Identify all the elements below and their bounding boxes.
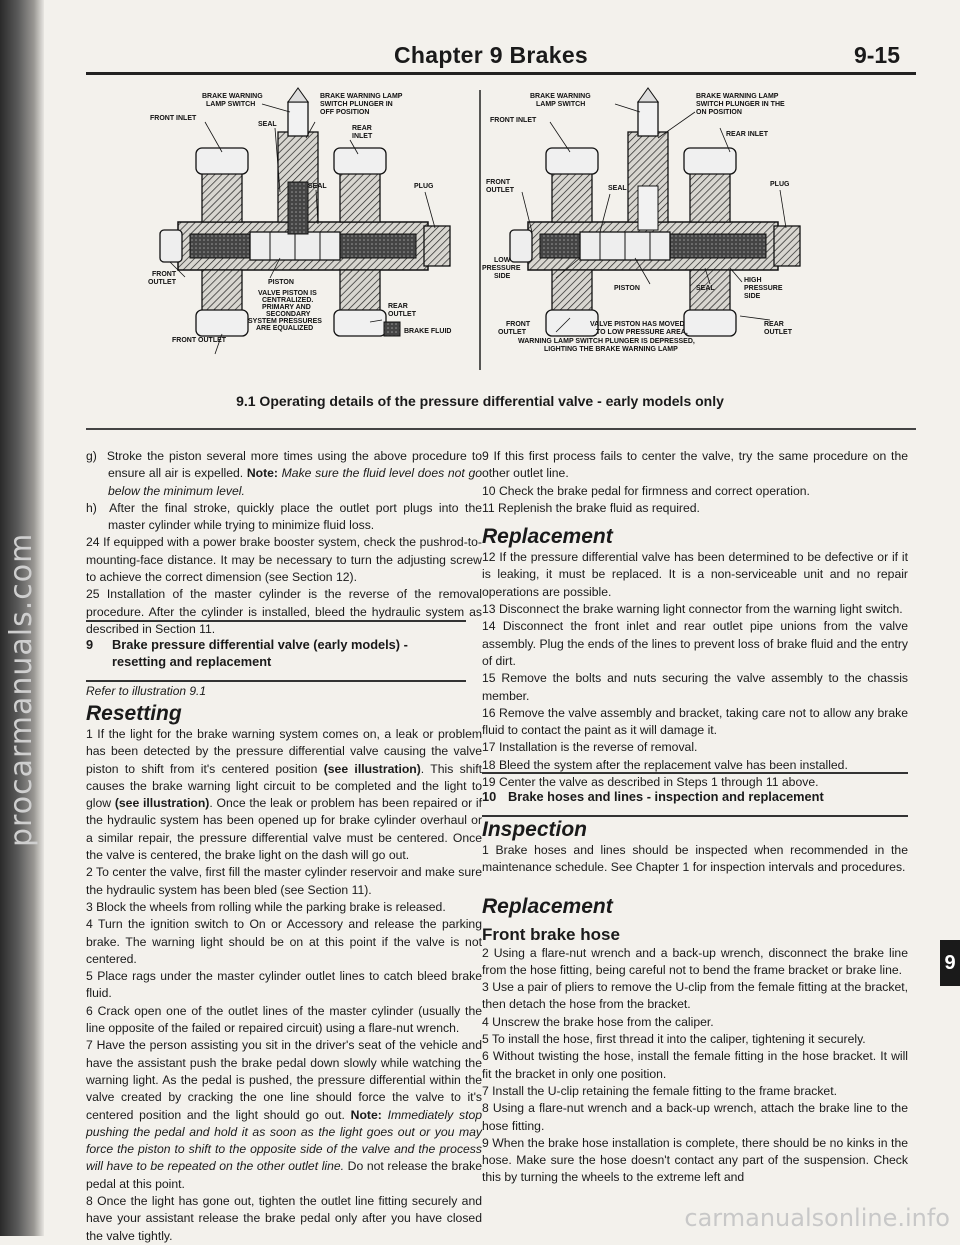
step-g: g) Stroke the piston several more times using the above procedure to ensure all air is expelled. Note: Make sure the fluid level does not go below the minimum level.: [86, 449, 482, 498]
chapter-title: Chapter 9 Brakes: [394, 42, 588, 68]
paragraph-6: 6 Crack open one of the outlet lines of the master cylinder (usually the line opposite of the failed or repaired circuit) using a flare-nut wrench.: [86, 1003, 482, 1036]
fig-left-rear-inlet: REAR INLET: [352, 125, 373, 140]
hose-paragraph-3: 3 Use a pair of pliers to remove the U-clip from the female fitting at the bracket, then detach the hose from the bracket.: [482, 980, 908, 1012]
fig-right-lamp-switch: BRAKE WARNING LAMP SWITCH: [530, 93, 591, 108]
fig-left-front-outlet: FRONT OUTLET: [148, 271, 177, 286]
paragraph-14: 14 Disconnect the front inlet and rear outlet pipe unions from the valve assembly. Plug the ends of the lines to prevent loss of brake fluid and the entry of dirt.: [482, 619, 908, 668]
left-column-resetting: [86, 702, 482, 1245]
inspection-paragraph-1: 1 Brake hoses and lines should be inspected when recommended in the maintenance schedule. See Chapter 1 for inspection intervals and procedures.: [482, 843, 908, 875]
paragraph-9: 9 If this first process fails to center the valve, try the same procedure on the other outlet line.: [482, 449, 908, 481]
paragraph-2: 2 To center the valve, first fill the master cylinder reservoir and make sure the hydraulic system has been bled (see Section 11).: [86, 865, 482, 897]
heading-front-brake-hose: Front brake hose: [482, 924, 620, 944]
paragraph-11: 11 Replenish the brake fluid as required.: [482, 500, 700, 515]
fig-left-front-inlet: FRONT INLET: [150, 115, 197, 122]
fig-left-front-outlet-bottom: FRONT OUTLET: [172, 337, 227, 344]
paragraph-1: 1 If the light for the brake warning system comes on, a leak or problem has been detected by the pressure differential valve causing the valve piston to shift from it's centered position (see illustration). This shift causes the brake warning light circuit to be completed and the light to glow (see illustration). Once the leak or problem has been repaired or if the hydraulic system has been opened up for brake cylinder overhaul or a similar repair, the pressure differential valve must be centered. Once the valve is centered, the brake light on the dash will go out.: [86, 727, 483, 863]
hose-paragraph-4: 4 Unscrew the brake hose from the caliper.: [482, 1014, 714, 1029]
section-9-heading: 9 Brake pressure differential valve (early models) - resetting and replacement: [86, 620, 466, 682]
fig-right-low-pressure: LOW PRESSURE SIDE: [482, 257, 521, 280]
left-column-top: [86, 448, 482, 638]
hose-paragraph-2: 2 Using a flare-nut wrench and a back-up wrench, disconnect the brake line from the hose fitting, being careful not to bend the frame bracket or brake line.: [482, 945, 908, 977]
figure-caption: 9.1 Operating details of the pressure differential valve - early models only: [236, 393, 724, 409]
fig-right-rear-outlet: REAR OUTLET: [764, 321, 792, 336]
paragraph-24: 24 If equipped with a power brake booster system, check the pushrod-to-mounting-face distance. It may be necessary to turn the adjusting screw to achieve the correct dimension (see Section 12).: [86, 535, 482, 585]
fig-right-front-outlet: FRONT OUTLET: [486, 179, 514, 194]
fig-left-plunger: BRAKE WARNING LAMP SWITCH PLUNGER IN OFF POSITION: [320, 93, 403, 116]
fig-right-rear-inlet: REAR INLET: [726, 131, 768, 138]
heading-resetting: Resetting: [86, 702, 182, 725]
chapter-thumb-tab: 9: [940, 940, 960, 986]
fig-left-lamp-switch: BRAKE WARNING LAMP SWITCH: [202, 93, 263, 108]
paragraph-7: 7 Have the person assisting you sit in the driver's seat of the vehicle and have the assistant push the brake pedal down slowly while watching the warning light. As the pedal is pushed, the pressure differential within the valve created by cracking the one line should force the valve to it's centered position and the light should go out. Note: Immediately stop pushing the pedal and hold it as soon as the light goes out or you may force the piston to shift to the opposite side of the valve and the process will have to be repeated on the other outlet line. Do not release the brake pedal at this point.: [86, 1038, 483, 1191]
page-number: 9-15: [853, 42, 900, 68]
fig-left-seal-top: SEAL: [258, 121, 277, 128]
fig-right-plunger: BRAKE WARNING LAMP SWITCH PLUNGER IN THE ON POSITION: [696, 93, 785, 116]
paragraph-12: 12 If the pressure differential valve has been determined to be defective or if it is leaking, it must be replaced. It is a non-serviceable unit and no repair operations are possible.: [482, 550, 908, 599]
paragraph-3: 3 Block the wheels from rolling while the parking brake is released.: [86, 899, 446, 914]
fig-right-high-pressure: HIGH PRESSURE SIDE: [744, 277, 783, 300]
paragraph-18: 18 Bleed the system after the replacement valve has been installed.: [482, 757, 848, 772]
paragraph-5: 5 Place rags under the master cylinder outlet lines to catch bleed brake fluid.: [86, 969, 482, 1001]
valve-diagram: [130, 82, 830, 382]
page-header: [86, 38, 916, 75]
step-h: h) After the final stroke, quickly place the outlet port plugs into the master cylinder while trying to minimize fluid loss.: [86, 500, 482, 533]
fig-left-piston: PISTON: [268, 279, 294, 286]
fig-right-seal-top: SEAL: [608, 185, 627, 192]
fig-right-plug: PLUG: [770, 181, 790, 188]
heading-replacement: Replacement: [482, 525, 613, 549]
paragraph-17: 17 Installation is the reverse of removal.: [482, 740, 698, 755]
fig-right-piston: PISTON: [614, 285, 640, 292]
refer-illustration: Refer to illustration 9.1: [86, 684, 207, 698]
paragraph-4: 4 Turn the ignition switch to On or Accessory and release the parking brake. The warning light should be on at this point if the valve is not centered.: [86, 917, 482, 966]
hose-paragraph-7: 7 Install the U-clip retaining the female fitting to the frame bracket.: [482, 1083, 837, 1098]
heading-replacement-2: Replacement: [482, 894, 613, 918]
paragraph-13: 13 Disconnect the brake warning light connector from the warning light switch.: [482, 602, 903, 617]
fig-right-seal-bottom: SEAL: [696, 285, 715, 292]
hose-paragraph-6: 6 Without twisting the hose, install the female fitting in the hose bracket. It will fit the bracket in only one position.: [482, 1049, 908, 1081]
fig-left-centralized: VALVE PISTON IS CENTRALIZED. PRIMARY AND SECONDARY SYSTEM PRESSURES ARE EQUALIZED: [248, 290, 322, 332]
paragraph-15: 15 Remove the bolts and nuts securing the valve assembly to the chassis member.: [482, 671, 908, 703]
fig-left-plug: PLUG: [414, 183, 434, 190]
fig-right-warning: WARNING LAMP SWITCH PLUNGER IS DEPRESSED, LIGHTING THE BRAKE WARNING LAMP: [518, 338, 695, 353]
right-column-lower: [482, 818, 908, 1187]
paragraph-19: 19 Center the valve as described in Steps 1 through 11 above.: [482, 775, 819, 790]
hose-paragraph-8: 8 Using a flare-nut wrench and a back-up wrench, attach the brake line to the hose fitting.: [482, 1101, 908, 1133]
watermark-left: procarmanuals.com: [4, 532, 39, 848]
fig-legend-brake-fluid: BRAKE FLUID: [404, 328, 452, 335]
figure-pressure-differential-valve: [130, 82, 830, 382]
paragraph-10: 10 Check the brake pedal for firmness and correct operation.: [482, 483, 810, 498]
section-10-heading: 10 Brake hoses and lines - inspection and replacement: [482, 772, 908, 817]
right-column-top: [482, 448, 908, 791]
hose-paragraph-9: 9 When the brake hose installation is complete, there should be no kinks in the hose. Make sure the hose doesn't contact any part of the suspension. Check this by turning the wheels to the extreme left and: [482, 1135, 908, 1185]
paragraph-16: 16 Remove the valve assembly and bracket, taking care not to allow any brake fluid to contact the paint as it will damage it.: [482, 705, 908, 738]
fig-right-front-outlet-bottom: FRONT OUTLET: [498, 321, 531, 336]
paragraph-8: 8 Once the light has gone out, tighten the outlet line fitting securely and have your assistant release the brake pedal only after you have closed the valve tightly.: [86, 1194, 482, 1243]
fig-left-seal-mid: SEAL: [308, 183, 327, 190]
fig-left-rear-outlet: REAR OUTLET: [388, 303, 416, 318]
hose-paragraph-5: 5 To install the hose, first thread it into the caliper, tightening it securely.: [482, 1032, 866, 1047]
fig-right-moved: VALVE PISTON HAS MOVED TO LOW PRESSURE AREA.: [590, 321, 688, 336]
paragraph-25: 25 Installation of the master cylinder is the reverse of the removal procedure. After the cylinder is installed, bleed the hydraulic system as described in Section 11.: [86, 587, 482, 636]
caption-rule: [86, 428, 916, 430]
fig-right-front-inlet: FRONT INLET: [490, 117, 537, 124]
heading-inspection: Inspection: [482, 818, 588, 841]
watermark-footer: carmanualsonline.info: [684, 1204, 950, 1232]
